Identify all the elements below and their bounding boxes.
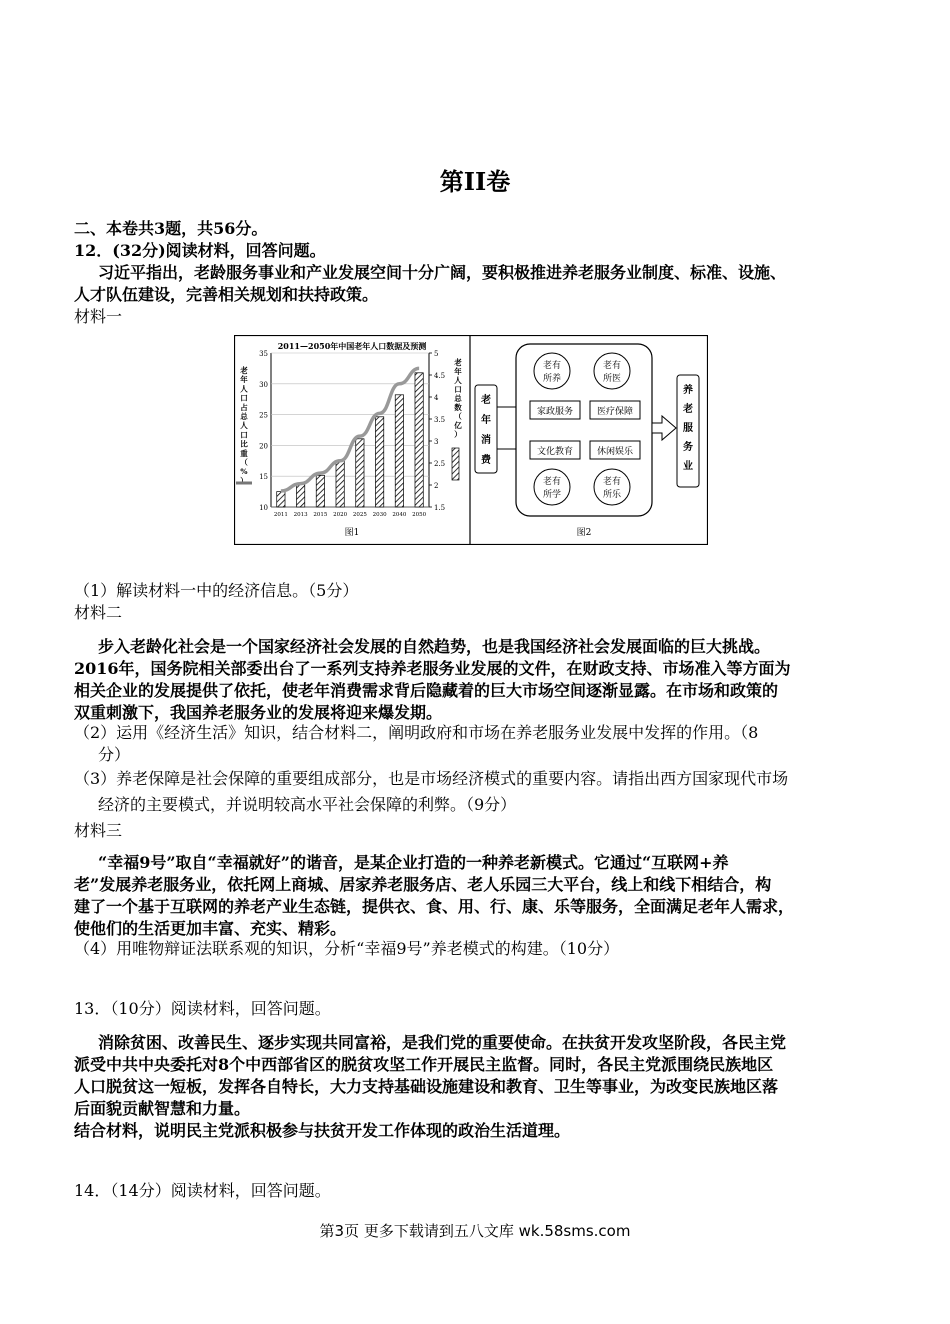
label-elderly-consumption: 费 — [481, 455, 491, 466]
service-box-label: 医疗保障 — [596, 407, 634, 417]
label-elderly-service-industry: 务 — [683, 442, 693, 453]
service-box-label: 家政服务 — [536, 407, 574, 417]
bar-2015 — [316, 475, 324, 507]
material-2-line: 2016年，国务院相关部委出台了一系列支持养老服务业发展的文件，在财政支持、市场准入等方面为 — [74, 659, 791, 678]
y-tick-right: 2.5 — [434, 460, 446, 468]
section-header: 二、本卷共3题，共56分。 — [74, 219, 268, 238]
y-tick-right: 5 — [434, 350, 439, 358]
service-box-label: 休闲娱乐 — [596, 447, 634, 457]
x-tick-label: 2013 — [293, 512, 308, 518]
y-tick-left: 30 — [259, 380, 268, 389]
y-axis-label-left: （ — [240, 458, 248, 467]
label-elderly-service-industry: 养 — [683, 385, 693, 396]
material-3-line: 建了一个基于互联网的养老产业生态链，提供衣、食、用、行、康、乐等服务，全面满足老年人需求， — [74, 897, 795, 916]
y-tick-right: 1.5 — [434, 504, 446, 512]
y-axis-label-right: 口 — [454, 385, 462, 394]
material-2-line: 步入老龄化社会是一个国家经济社会发展的自然趋势，也是我国经济社会发展面临的巨大挑战。 — [98, 637, 771, 656]
page-title: 第II卷 — [439, 167, 511, 196]
circle-label: 老有 — [542, 361, 562, 371]
y-axis-label-right: ） — [454, 430, 462, 439]
material-1-label: 材料一 — [74, 307, 123, 326]
y-axis-label-left: 口 — [240, 393, 248, 403]
y-axis-label-left: 人 — [240, 421, 248, 431]
material-3-line: “幸福9号”取自“幸福就好”的谐音，是某企业打造的一种养老新模式。它通过“互联网+养 — [98, 853, 729, 872]
service-box-label: 文化教育 — [536, 447, 574, 457]
q12-sub-2: （2）运用《经济生活》知识，结合材料二，阐明政府和市场在养老服务业发展中发挥的作用。（8 — [74, 723, 759, 742]
q13-material-line: 人口脱贫这一短板，发挥各自特长，大力支持基础设施建设和教育、卫生等事业，为改变民族地区落 — [74, 1077, 779, 1096]
circle-label: 老有 — [602, 361, 622, 371]
circle-label: 老有 — [602, 477, 622, 487]
material-2-label: 材料二 — [74, 603, 123, 622]
bar-2025 — [356, 439, 364, 507]
y-axis-label-left: 比 — [240, 439, 248, 449]
q13-material-line: 派受中共中央委托对8个中西部省区的脱贫攻坚工作开展民主监督。同时，各民主党派围绕民族地区 — [74, 1055, 774, 1074]
legend-bar-swatch — [452, 448, 459, 480]
bar-2011 — [277, 492, 285, 507]
label-elderly-consumption: 消 — [481, 435, 491, 446]
y-axis-label-left: ） — [240, 476, 248, 486]
x-tick-label: 2015 — [313, 512, 328, 518]
q12-intro-line: 习近平指出，老龄服务事业和产业发展空间十分广阔，要积极推进养老服务业制度、标准、设施、 — [98, 263, 787, 282]
question-14-header: 14．（14分）阅读材料，回答问题。 — [74, 1181, 331, 1200]
label-elderly-service-industry: 服 — [683, 423, 693, 434]
y-axis-label-left: 总 — [240, 412, 248, 421]
y-axis-label-right: 人 — [454, 376, 462, 385]
q12-sub-3: （3）养老保障是社会保障的重要组成部分，也是市场经济模式的重要内容。请指出西方国家现代市场 — [74, 769, 789, 788]
y-axis-label-left: % — [240, 467, 248, 477]
y-tick-left: 15 — [259, 473, 268, 482]
circle-label: 所学 — [542, 490, 562, 500]
question-12-header: 12．(32分)阅读材料，回答问题。 — [74, 241, 326, 260]
y-axis-label-left: 老 — [240, 366, 248, 375]
y-axis-label-left: 人 — [240, 384, 248, 394]
x-tick-label: 2030 — [372, 512, 387, 518]
material-3-label: 材料三 — [74, 821, 123, 840]
y-tick-right: 2 — [434, 482, 439, 490]
y-axis-label-right: 数 — [454, 403, 462, 412]
q12-intro-line: 人才队伍建设，完善相关规划和扶持政策。 — [74, 285, 379, 304]
x-tick-label: 2040 — [392, 512, 407, 518]
y-axis-label-right: 总 — [454, 394, 462, 403]
y-axis-label-left: 占 — [240, 402, 248, 412]
page-footer: 第3页 更多下载请到五八文库 wk.58sms.com — [319, 1222, 631, 1240]
material-2-line: 双重刺激下，我国养老服务业的发展将迎来爆发期。 — [74, 703, 443, 722]
bar-2030 — [375, 417, 383, 507]
y-axis-label-left: 口 — [240, 430, 248, 440]
y-tick-left: 25 — [259, 411, 268, 420]
q12-sub-1: （1）解读材料一中的经济信息。（5分） — [74, 581, 359, 600]
y-axis-label-right: 年 — [454, 367, 462, 376]
q13-material-line: 消除贫困、改善民生、逐步实现共同富裕，是我们党的重要使命。在扶贫开发攻坚阶段，各民主党 — [98, 1033, 787, 1052]
material-3-line: 老”发展养老服务业，依托网上商城、居家养老服务店、老人乐园三大平台，线上和线下相结合，构 — [74, 875, 772, 894]
label-elderly-consumption: 年 — [481, 415, 491, 426]
circle-label: 老有 — [542, 477, 562, 487]
circle-label: 所乐 — [602, 490, 622, 500]
chart-title: 2011—2050年中国老年人口数据及预测 — [277, 341, 427, 351]
figure-2-caption: 图2 — [576, 528, 592, 538]
y-tick-right: 3.5 — [434, 416, 446, 424]
q13-material-line: 后面貌贡献智慧和力量。 — [74, 1099, 251, 1118]
material-1-figure — [234, 335, 708, 545]
x-tick-label: 2050 — [412, 512, 427, 518]
y-axis-label-left: 重 — [240, 448, 248, 458]
circle-label: 所养 — [542, 374, 562, 384]
material-3-line: 使他们的生活更加丰富、充实、精彩。 — [74, 919, 347, 938]
y-tick-left: 10 — [259, 504, 268, 512]
q12-sub-2-cont: 分） — [98, 745, 131, 764]
y-tick-right: 4 — [434, 394, 439, 402]
y-tick-left: 20 — [259, 442, 268, 451]
y-axis-label-right: （ — [454, 412, 462, 421]
y-axis-label-left: 年 — [240, 375, 248, 385]
label-elderly-consumption: 老 — [481, 395, 491, 406]
bar-2020 — [336, 461, 344, 507]
label-elderly-service-industry: 业 — [683, 461, 693, 472]
circle-label: 所医 — [602, 374, 622, 384]
y-tick-right: 3 — [434, 438, 439, 446]
figure-1-caption: 图1 — [344, 528, 360, 538]
y-tick-right: 4.5 — [434, 372, 446, 380]
label-elderly-service-industry: 老 — [683, 404, 693, 415]
q13-question: 结合材料，说明民主党派积极参与扶贫开发工作体现的政治生活道理。 — [74, 1121, 571, 1140]
bar-2040 — [395, 395, 403, 507]
q12-sub-3-cont: 经济的主要模式，并说明较高水平社会保障的利弊。（9分） — [98, 795, 517, 814]
question-13-header: 13．（10分）阅读材料，回答问题。 — [74, 999, 331, 1018]
x-tick-label: 2025 — [352, 512, 367, 518]
y-axis-label-right: 老 — [454, 358, 462, 367]
bar-2050 — [415, 373, 423, 507]
material-2-line: 相关企业的发展提供了依托，使老年消费需求背后隐藏着的巨大市场空间逐渐显露。在市场和政策的 — [74, 681, 779, 700]
y-tick-left: 35 — [259, 350, 268, 358]
x-tick-label: 2020 — [333, 512, 348, 518]
x-tick-label: 2011 — [273, 512, 288, 518]
y-axis-label-right: 亿 — [454, 421, 462, 430]
q12-sub-4: （4）用唯物辩证法联系观的知识，分析“幸福9号”养老模式的构建。（10分） — [74, 939, 620, 958]
bar-2013 — [296, 484, 304, 507]
